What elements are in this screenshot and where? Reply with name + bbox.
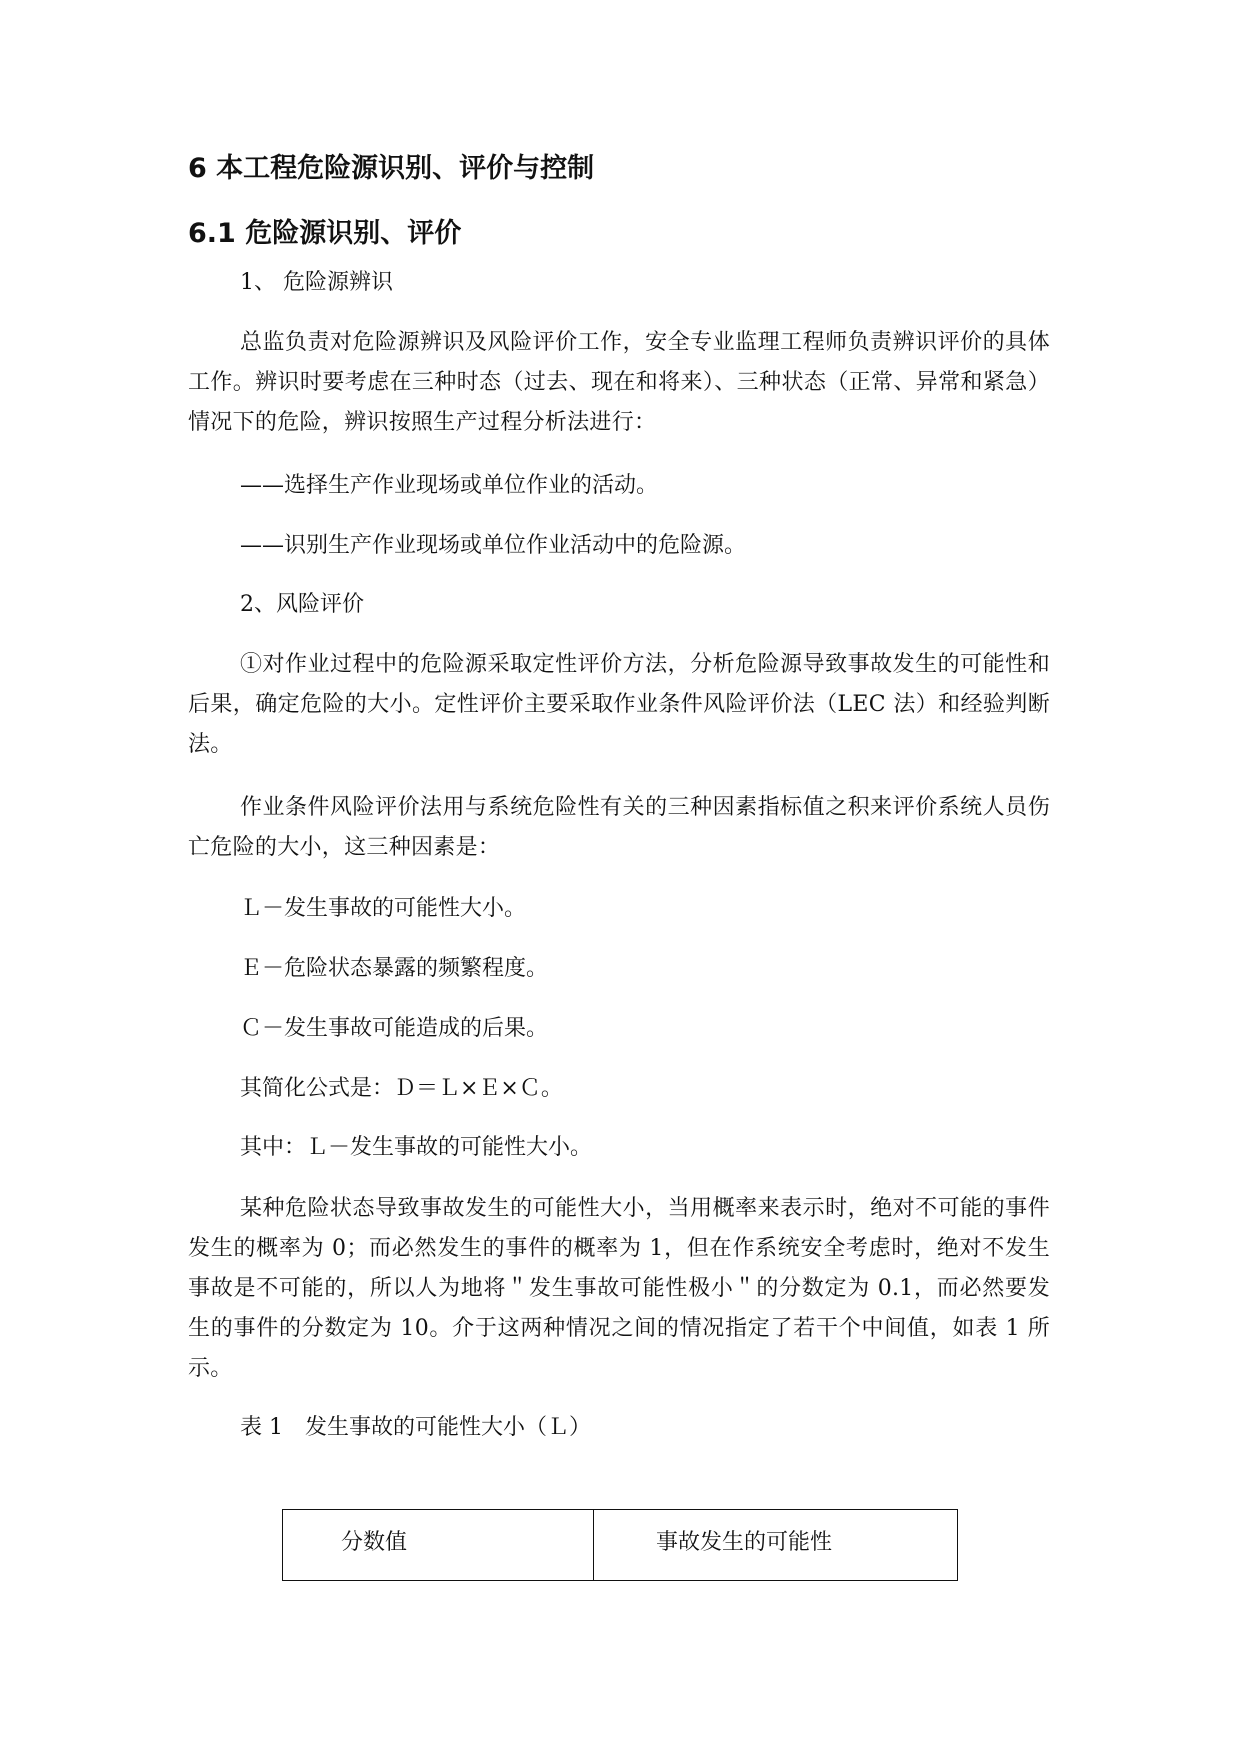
paragraph-lec-method: 作业条件风险评价法用与系统危险性有关的三种因素指标值之积来评价系统人员伤亡危险的大小，这三种因素是： <box>188 795 1050 860</box>
formula: 其简化公式是：Ｄ＝Ｌ×Ｅ×Ｃ。 <box>240 1076 563 1101</box>
probability-table <box>282 1509 958 1581</box>
table-header-row <box>283 1510 958 1581</box>
section-heading: 6 本工程危险源识别、评价与控制 <box>188 153 595 184</box>
item-hazard-identification: 1、 危险源辨识 <box>240 270 393 295</box>
paragraph-qualitative-evaluation: ①对作业过程中的危险源采取定性评价方法，分析危险源导致事故发生的可能性和后果，确定危险的大小。定性评价主要采取作业条件风险评价法（LEC 法）和经验判断法。 <box>188 652 1050 757</box>
table-header-score: 分数值 <box>283 1510 594 1581</box>
paragraph-probability: 某种危险状态导致事故发生的可能性大小，当用概率来表示时，绝对不可能的事件发生的概率为 0；而必然发生的事件的概率为 1，但在作系统安全考虑时，绝对不发生事故是不可能的，所以人为地将＂发生事故可能性极小＂的分数定为 0.1，而必然要发生的事件的分数定为 10。介于这两种情况之间的情况指定了若干个中间值，如表 1 所示。 <box>188 1196 1050 1381</box>
definition-l: Ｌ－发生事故的可能性大小。 <box>240 896 527 921</box>
table-caption: 表 1 发生事故的可能性大小（Ｌ） <box>240 1415 591 1440</box>
subsection-heading: 6.1 危险源识别、评价 <box>188 218 462 249</box>
dash-item-identify-hazards: ——识别生产作业现场或单位作业活动中的危险源。 <box>240 533 747 558</box>
table-header-probability: 事故发生的可能性 <box>594 1510 958 1581</box>
definition-c: Ｃ－发生事故可能造成的后果。 <box>240 1016 549 1041</box>
paragraph-responsibility: 总监负责对危险源辨识及风险评价工作，安全专业监理工程师负责辨识评价的具体工作。辨识时要考虑在三种时态（过去、现在和将来）、三种状态（正常、异常和紧急）情况下的危险，辨识按照生产过程分析法进行： <box>188 330 1050 435</box>
item-risk-evaluation: 2、风险评价 <box>240 592 364 617</box>
where-clause: 其中：Ｌ－发生事故的可能性大小。 <box>240 1135 593 1160</box>
dash-item-select-activity: ——选择生产作业现场或单位作业的活动。 <box>240 473 659 498</box>
definition-e: Ｅ－危险状态暴露的频繁程度。 <box>240 956 549 981</box>
